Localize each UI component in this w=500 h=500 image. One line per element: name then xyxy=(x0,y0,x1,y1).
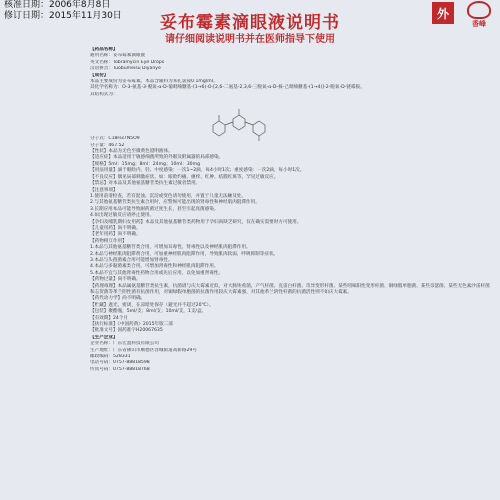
ring-left xyxy=(213,121,225,136)
detail-line: 【用法用量】滴于眼睑内，轻、中度感染：一次1~2滴，每4小时1次；重度感染：一次2滴，每小时1次。 xyxy=(90,168,305,174)
detail-line: 【药代动力学】尚不明确。 xyxy=(90,296,146,302)
detail-line: 【老年用药】尚不明确。 xyxy=(90,232,141,238)
detail-line: 【药物相互作用】 xyxy=(90,238,127,244)
detail-line: 【禁忌】对本品及其他氨基糖苷类抗生素过敏者禁用。 xyxy=(90,181,201,187)
detail-line: 【药理毒理】本品属氨基糖苷类抗生素，抗菌谱与庆大霉素近似，对大肠埃希菌、产气杆菌、克雷白杆菌、奇异变形杆菌、某些吲哚阳性变形杆菌、铜绿假单胞菌、某些奈瑟菌、某些无色素沙雷杆菌和志贺菌等革兰阴性菌有抗菌作用，对铜绿假单胞菌的抗菌作用较庆大霉素强，对其他革兰阴性杆菌的抗菌活性则不如庆大霉素。 xyxy=(90,283,490,295)
detail-line: 3.长期应用本品可能导致耐药菌过度生长，甚至引起真菌感染。 xyxy=(90,206,219,212)
document-title: 妥布霉素滴眼液说明书 xyxy=(160,13,340,33)
detail-line: 【不良反应】偶见局部刺激症状，如：眼睑灼痛、瘙痒、红肿、结膜红斑等，罕见过敏反应。 xyxy=(90,174,279,180)
section-line: 英文名称：Tobramycin Eye Drops xyxy=(90,59,165,65)
logo-icon xyxy=(467,1,491,19)
manufacturer-company: 企业名称：广东宏盈科技有限公司 xyxy=(90,341,159,347)
detail-line: 【批准文号】国药准字H20067635 xyxy=(90,328,163,334)
ring-right xyxy=(253,121,265,136)
molecular-weight: 分子量：467.52 xyxy=(90,142,125,148)
detail-line: 4.如出现过敏反应请停止使用。 xyxy=(90,213,155,219)
section-line: 【药品名称】 xyxy=(90,47,118,52)
external-use-badge: 外 xyxy=(432,2,454,24)
section-line: 汉语拼音：Tuobumeisu Diyanye xyxy=(90,66,161,72)
manufacturer-phone: 电话号码：0757-88818598 xyxy=(90,360,150,366)
detail-line: 【有效期】24个月 xyxy=(90,315,129,321)
section-line: 本品主要成份为妥布霉素。本品含辅料为苯扎氯铵0.1mg/ml。 xyxy=(90,79,218,85)
detail-line: 2.本品与神经肌肉阻滞剂合用，可加重神经肌肉阻滞作用，导致肌肉软弱、呼吸抑制等症状。 xyxy=(90,251,279,257)
manufacturer-address: 生产地址：广东省佛山市顺德区容城街道高新路29号 xyxy=(90,347,197,353)
revision-date: 修订日期：2015年11月30日 xyxy=(4,11,122,21)
manufacturer-fax: 传真号码：0757-88818768 xyxy=(90,366,150,372)
detail-line: 【包装】聚酯瓶，5ml/支；8ml/支；10ml/支，1支/盒。 xyxy=(90,309,207,315)
detail-line: 【注意事项】 xyxy=(90,187,118,193)
detail-line: 【执行标准】《中国药典》2015年版二部 xyxy=(90,322,173,328)
detail-line: 3.本品与头孢菌素合用可能增加肾毒性。 xyxy=(90,257,173,263)
detail-line: 【适应症】本品适用于敏感细菌所致的外眼及附属器的局部感染。 xyxy=(90,155,224,161)
section-line: 通用名称：妥布霉素滴眼液 xyxy=(90,53,146,59)
structural-formula-diagram xyxy=(205,105,275,143)
detail-line: 【规格】5ml：15mg；8ml：24mg；10ml：30mg xyxy=(90,161,200,167)
detail-line: 【性状】本品为无色至微黄色澄明液体。 xyxy=(90,149,173,155)
detail-line: 1.使用前请检查，若有混浊、沉淀或变色请勿使用，并置于儿童无法触及处。 xyxy=(90,193,246,199)
detail-line: 5.本品不宜与其他肾毒性药物合用或先后应用，以免加重肾毒性。 xyxy=(90,270,224,276)
approval-date: 核准日期：2006年8月8日 xyxy=(4,0,111,10)
section-line: 【成份】 xyxy=(90,72,109,78)
brand-name: 香峰 xyxy=(472,20,486,28)
detail-line: 1.本品与其他氨基糖苷类合用，可增加耳毒性、肾毒性以及神经肌肉阻滞作用。 xyxy=(90,245,251,251)
section-line: 其结构式为： xyxy=(90,91,118,97)
brand-logo xyxy=(462,0,496,28)
section-line: 其化学名称为：O-3-氨基-3-脱氧-α-D-葡吡喃糖基-(1→6)-O-[2,6-二氨基-2,3,6-三脱氧-α-D-核-己吡喃糖基-(1→4)]-2-脱氧-D-链霉胺。 xyxy=(90,85,365,91)
manufacturer-heading: 【生产企业】 xyxy=(90,334,118,340)
detail-line: 2.与其他氨基糖苷类抗生素合用时，应警惕可能出现的肾毒性和神经肌肉阻滞作用。 xyxy=(90,200,260,206)
detail-line: 【儿童用药】尚不明确。 xyxy=(90,225,141,231)
detail-line: 【药物过量】尚不明确。 xyxy=(90,277,141,283)
insert-body xyxy=(90,47,490,373)
detail-line: 【贮藏】遮光，密闭，在凉暗处保存（避光并不超过20℃）。 xyxy=(90,302,214,308)
detail-line: 4.本品与多黏菌素类合用，可增加肾毒性和神经肌肉阻滞作用。 xyxy=(90,264,219,270)
manufacturer-postcode: 邮政编码：528331 xyxy=(90,354,131,360)
document-subtitle: 请仔细阅读说明书并在医师指导下使用 xyxy=(165,34,335,45)
ring-center xyxy=(233,115,245,130)
detail-line: 【孕妇及哺乳期妇女用药】本品及其他氨基糖苷类药物用于孕妇尚缺乏研究，仅在确实需要时方可使用。 xyxy=(90,219,302,225)
molecular-formula: 分子式：C18H37N5O9 xyxy=(90,136,140,142)
structure-spacer xyxy=(90,98,490,136)
